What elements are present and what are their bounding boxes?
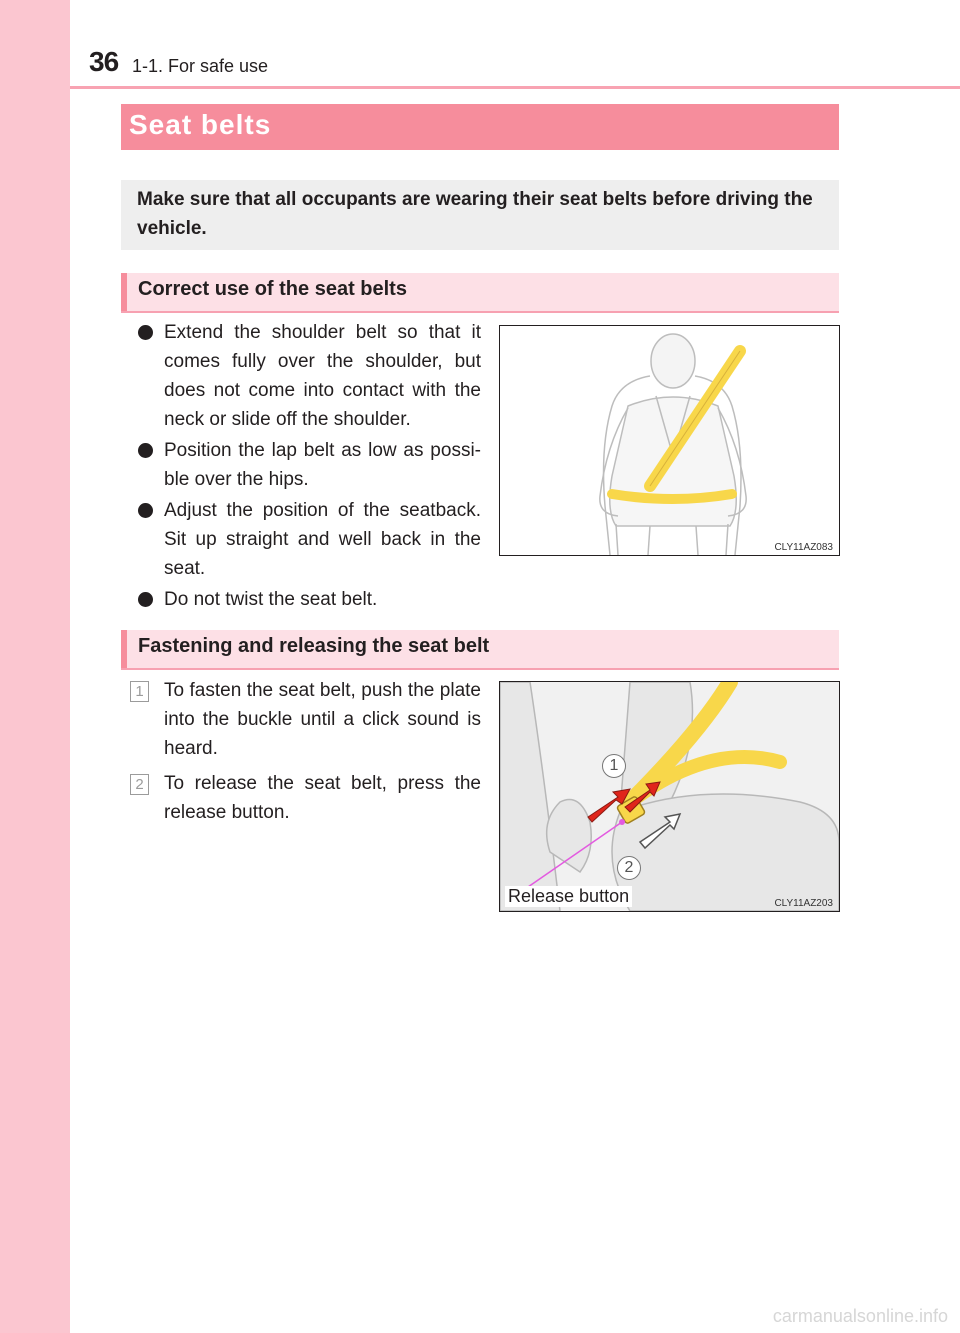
bullet-icon [138,325,153,340]
header-divider [70,86,960,89]
release-button-label: Release button [505,886,632,907]
side-band [0,0,70,1333]
bullet-icon [138,443,153,458]
intro-text: Make sure that all occupants are wearing their seat belts before driving the vehicle. [137,189,813,239]
figure-code: CLY11AZ083 [774,542,833,553]
page-number: 36 [89,46,119,77]
buckle-drawing [500,682,839,911]
subheading-correct-use [121,273,839,313]
subheading-text: Fastening and releasing the seat belt [138,635,490,657]
step-text: To fasten the seat belt, push the plate into the buckle until a click sound is heard. [164,680,481,759]
occupant-drawing [500,326,839,555]
step-item [130,769,481,827]
subheading-accent [121,273,127,311]
buckle-illustration [499,681,840,912]
subheading-accent [121,630,127,668]
bullet-icon [138,592,153,607]
intro-box [121,180,839,250]
step-text: To release the seat belt, press the release button. [164,773,481,823]
title-bar [121,104,839,150]
callout-marker-2: 2 [617,856,641,880]
subheading-text: Correct use of the seat belts [138,278,407,300]
list-item: Position the lap belt as low as possi-ble over the hips. [136,436,481,494]
list-item: Do not twist the seat belt. [136,585,481,614]
section-label: 1-1. For safe use [132,56,269,76]
step-item [130,676,481,763]
page-title: Seat belts [129,109,272,140]
bullet-list [136,318,481,616]
seated-occupant-illustration [499,325,840,556]
watermark: carmanualsonline.info [772,1306,948,1326]
step-list [130,676,481,833]
figure-code: CLY11AZ203 [774,898,833,909]
list-item: Extend the shoulder belt so that it comes fully over the shoulder, but does not come into contact with the neck or slide off the shoulder. [136,318,481,434]
step-number: 2 [130,774,149,795]
subheading-fastening [121,630,839,670]
list-item: Adjust the position of the seatback. Sit up straight and well back in the seat. [136,496,481,583]
bullet-icon [138,503,153,518]
callout-marker-1: 1 [602,754,626,778]
step-number: 1 [130,681,149,702]
